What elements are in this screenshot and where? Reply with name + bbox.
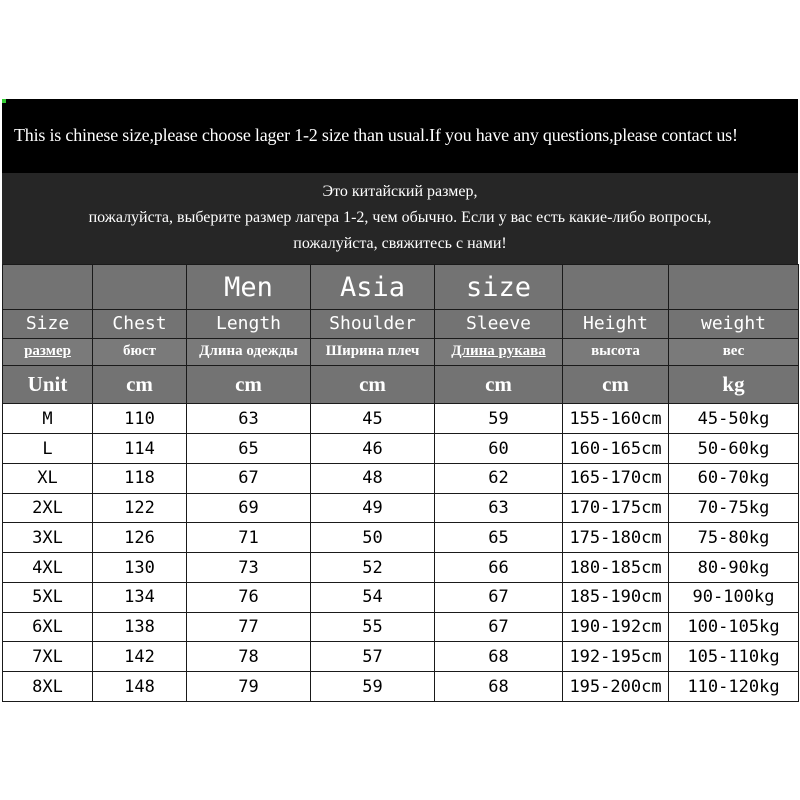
table-cell: 138 (93, 612, 187, 642)
column-name-3: Shoulder (311, 310, 435, 339)
table-row (3, 404, 799, 434)
column-name-4: Sleeve (435, 310, 563, 339)
table-cell: 6XL (3, 612, 93, 642)
table-cell: 67 (435, 612, 563, 642)
column-ru-row (3, 338, 799, 365)
table-cell: 50 (311, 523, 435, 553)
table-cell: 148 (93, 672, 187, 702)
table-row (3, 553, 799, 583)
table-cell: 155-160cm (563, 404, 669, 434)
notice-banner-en (2, 99, 798, 174)
table-cell: 70-75kg (669, 493, 799, 523)
table-cell: 67 (187, 463, 311, 493)
table-cell: 77 (187, 612, 311, 642)
table-cell: 110-120kg (669, 672, 799, 702)
table-cell: 142 (93, 642, 187, 672)
table-cell: 160-165cm (563, 434, 669, 464)
title-word-men: Men (187, 265, 311, 310)
table-cell: 59 (435, 404, 563, 434)
table-cell: 165-170cm (563, 463, 669, 493)
table-cell: XL (3, 463, 93, 493)
table-row (3, 463, 799, 493)
table-cell: 105-110kg (669, 642, 799, 672)
table-cell: 118 (93, 463, 187, 493)
column-unit-6: kg (669, 365, 799, 404)
table-cell: 59 (311, 672, 435, 702)
table-cell: 63 (187, 404, 311, 434)
corner-dot (2, 99, 6, 103)
table-cell: 175-180cm (563, 523, 669, 553)
table-cell: 54 (311, 582, 435, 612)
table-cell: 48 (311, 463, 435, 493)
table-cell: 65 (435, 523, 563, 553)
table-cell: M (3, 404, 93, 434)
table-cell: 190-192cm (563, 612, 669, 642)
column-unit-0: Unit (3, 365, 93, 404)
table-cell: 73 (187, 553, 311, 583)
table-cell: 79 (187, 672, 311, 702)
table-cell: 100-105kg (669, 612, 799, 642)
table-cell: 45 (311, 404, 435, 434)
column-ru-1: бюст (93, 338, 187, 365)
column-name-5: Height (563, 310, 669, 339)
table-cell: L (3, 434, 93, 464)
column-name-row (3, 310, 799, 339)
table-cell: 7XL (3, 642, 93, 672)
column-ru-2: Длина одежды (187, 338, 311, 365)
table-cell: 110 (93, 404, 187, 434)
column-name-0: Size (3, 310, 93, 339)
table-cell: 68 (435, 672, 563, 702)
table-cell: 90-100kg (669, 582, 799, 612)
table-cell: 62 (435, 463, 563, 493)
table-cell: 60-70kg (669, 463, 799, 493)
table-cell: 66 (435, 553, 563, 583)
table-row (3, 434, 799, 464)
table-cell: 63 (435, 493, 563, 523)
title-word-size: size (435, 265, 563, 310)
table-cell: 5XL (3, 582, 93, 612)
table-cell: 68 (435, 642, 563, 672)
table-cell: 46 (311, 434, 435, 464)
column-unit-5: cm (563, 365, 669, 404)
table-cell: 67 (435, 582, 563, 612)
table-cell: 170-175cm (563, 493, 669, 523)
table-row (3, 523, 799, 553)
column-unit-2: cm (187, 365, 311, 404)
title-cell-empty (3, 265, 93, 310)
table-cell: 122 (93, 493, 187, 523)
column-ru-3: Ширина плеч (311, 338, 435, 365)
notice-ru-line-3: пожалуйста, свяжитесь с нами! (293, 235, 507, 252)
title-cell-empty (669, 265, 799, 310)
column-ru-5: высота (563, 338, 669, 365)
table-cell: 55 (311, 612, 435, 642)
table-cell: 126 (93, 523, 187, 553)
column-name-6: weight (669, 310, 799, 339)
unit-row (3, 365, 799, 404)
table-cell: 195-200cm (563, 672, 669, 702)
table-cell: 71 (187, 523, 311, 553)
column-name-2: Length (187, 310, 311, 339)
table-row (3, 493, 799, 523)
table-cell: 52 (311, 553, 435, 583)
table-row (3, 672, 799, 702)
table-cell: 4XL (3, 553, 93, 583)
notice-en-text: This is chinese size,please choose lager 1-2 size than usual.If you have any questions,please contact us! (14, 125, 738, 145)
table-row (3, 612, 799, 642)
table-cell: 65 (187, 434, 311, 464)
title-word-asia: Asia (311, 265, 435, 310)
table-cell: 57 (311, 642, 435, 672)
table-cell: 114 (93, 434, 187, 464)
table-cell: 45-50kg (669, 404, 799, 434)
table-cell: 180-185cm (563, 553, 669, 583)
column-unit-4: cm (435, 365, 563, 404)
notice-banner-ru (2, 173, 798, 264)
table-cell: 134 (93, 582, 187, 612)
notice-ru-line-1: Это китайский размер, (322, 183, 478, 200)
notice-ru-line-2: пожалуйста, выберите размер лагера 1-2, чем обычно. Если у вас есть какие-либо вопросы, (88, 209, 712, 226)
title-row (3, 265, 799, 310)
size-chart (2, 99, 798, 702)
title-cell-empty (563, 265, 669, 310)
table-cell: 80-90kg (669, 553, 799, 583)
table-cell: 75-80kg (669, 523, 799, 553)
column-unit-1: cm (93, 365, 187, 404)
table-cell: 76 (187, 582, 311, 612)
table-cell: 69 (187, 493, 311, 523)
table-cell: 192-195cm (563, 642, 669, 672)
table-row (3, 582, 799, 612)
table-cell: 3XL (3, 523, 93, 553)
table-row (3, 642, 799, 672)
column-ru-4: Длина рукава (435, 338, 563, 365)
table-cell: 50-60kg (669, 434, 799, 464)
column-unit-3: cm (311, 365, 435, 404)
table-cell: 8XL (3, 672, 93, 702)
table-cell: 78 (187, 642, 311, 672)
size-table (2, 264, 799, 702)
table-cell: 130 (93, 553, 187, 583)
table-cell: 185-190cm (563, 582, 669, 612)
title-cell-empty (93, 265, 187, 310)
column-ru-0: размер (3, 338, 93, 365)
column-name-1: Chest (93, 310, 187, 339)
table-cell: 2XL (3, 493, 93, 523)
table-cell: 49 (311, 493, 435, 523)
column-ru-6: вес (669, 338, 799, 365)
table-cell: 60 (435, 434, 563, 464)
